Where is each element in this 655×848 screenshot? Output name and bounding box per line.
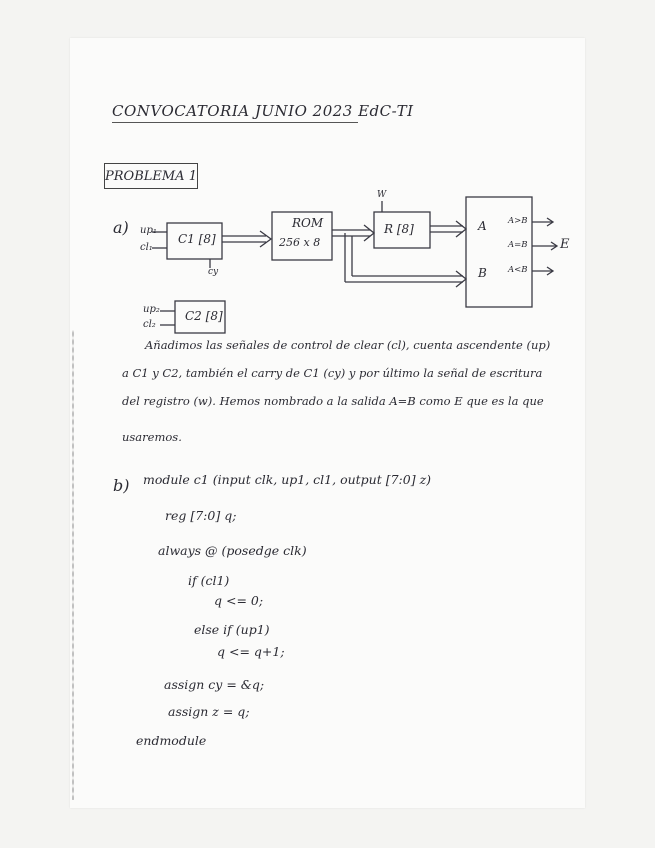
c1-input-cl: cl₁ xyxy=(140,242,153,253)
comparator-block xyxy=(466,197,532,307)
code-line-4: if (cl1) xyxy=(188,573,230,588)
paragraph-line-3: del registro (w). Hemos nombrado a la salida A=B como E que es la que xyxy=(122,394,544,408)
comparator-output-eq: A=B xyxy=(508,240,528,250)
c2-input-cl: cl₂ xyxy=(143,319,156,330)
c2-input-up: up₂ xyxy=(143,304,160,315)
paragraph-line-4: usaremos. xyxy=(122,430,182,444)
problem-label: PROBLEMA 1 xyxy=(104,163,198,189)
output-e-label: E xyxy=(560,237,570,252)
code-line-5: q <= 0; xyxy=(214,593,264,608)
code-line-2: reg [7:0] q; xyxy=(165,508,237,523)
code-line-10: endmodule xyxy=(136,733,207,748)
comparator-output-lt: A<B xyxy=(508,265,528,275)
part-b-label: b) xyxy=(113,476,130,495)
code-line-6: else if (up1) xyxy=(194,622,270,637)
c1-carry-label: cy xyxy=(208,267,219,277)
paragraph-line-1: Añadimos las señales de control de clear (cl), cuenta ascendente (up) xyxy=(145,338,551,352)
comparator-input-a: A xyxy=(478,219,487,233)
rom-size: 256 x 8 xyxy=(279,236,321,249)
comparator-output-gt: A>B xyxy=(508,216,528,226)
paragraph-line-2: a C1 y C2, también el carry de C1 (cy) y por último la señal de escritura xyxy=(122,366,543,380)
code-line-3: always @ (posedge clk) xyxy=(158,543,307,558)
code-line-1: module c1 (input clk, up1, cl1, output [7:0] z) xyxy=(143,472,432,487)
c2-label: C2 [8] xyxy=(185,309,223,323)
code-line-9: assign z = q; xyxy=(168,704,250,719)
c1-label: C1 [8] xyxy=(178,232,216,246)
code-line-8: assign cy = &q; xyxy=(164,677,265,692)
c1-input-up: up₁ xyxy=(140,225,157,236)
page-title: CONVOCATORIA JUNIO 2023 EdC-TI xyxy=(112,102,414,120)
register-write-label: W xyxy=(377,190,387,200)
comparator-input-b: B xyxy=(478,266,487,280)
register-label: R [8] xyxy=(384,222,414,236)
code-line-7: q <= q+1; xyxy=(217,644,285,659)
rom-label: ROM xyxy=(292,216,324,230)
part-a-label: a) xyxy=(113,218,129,237)
